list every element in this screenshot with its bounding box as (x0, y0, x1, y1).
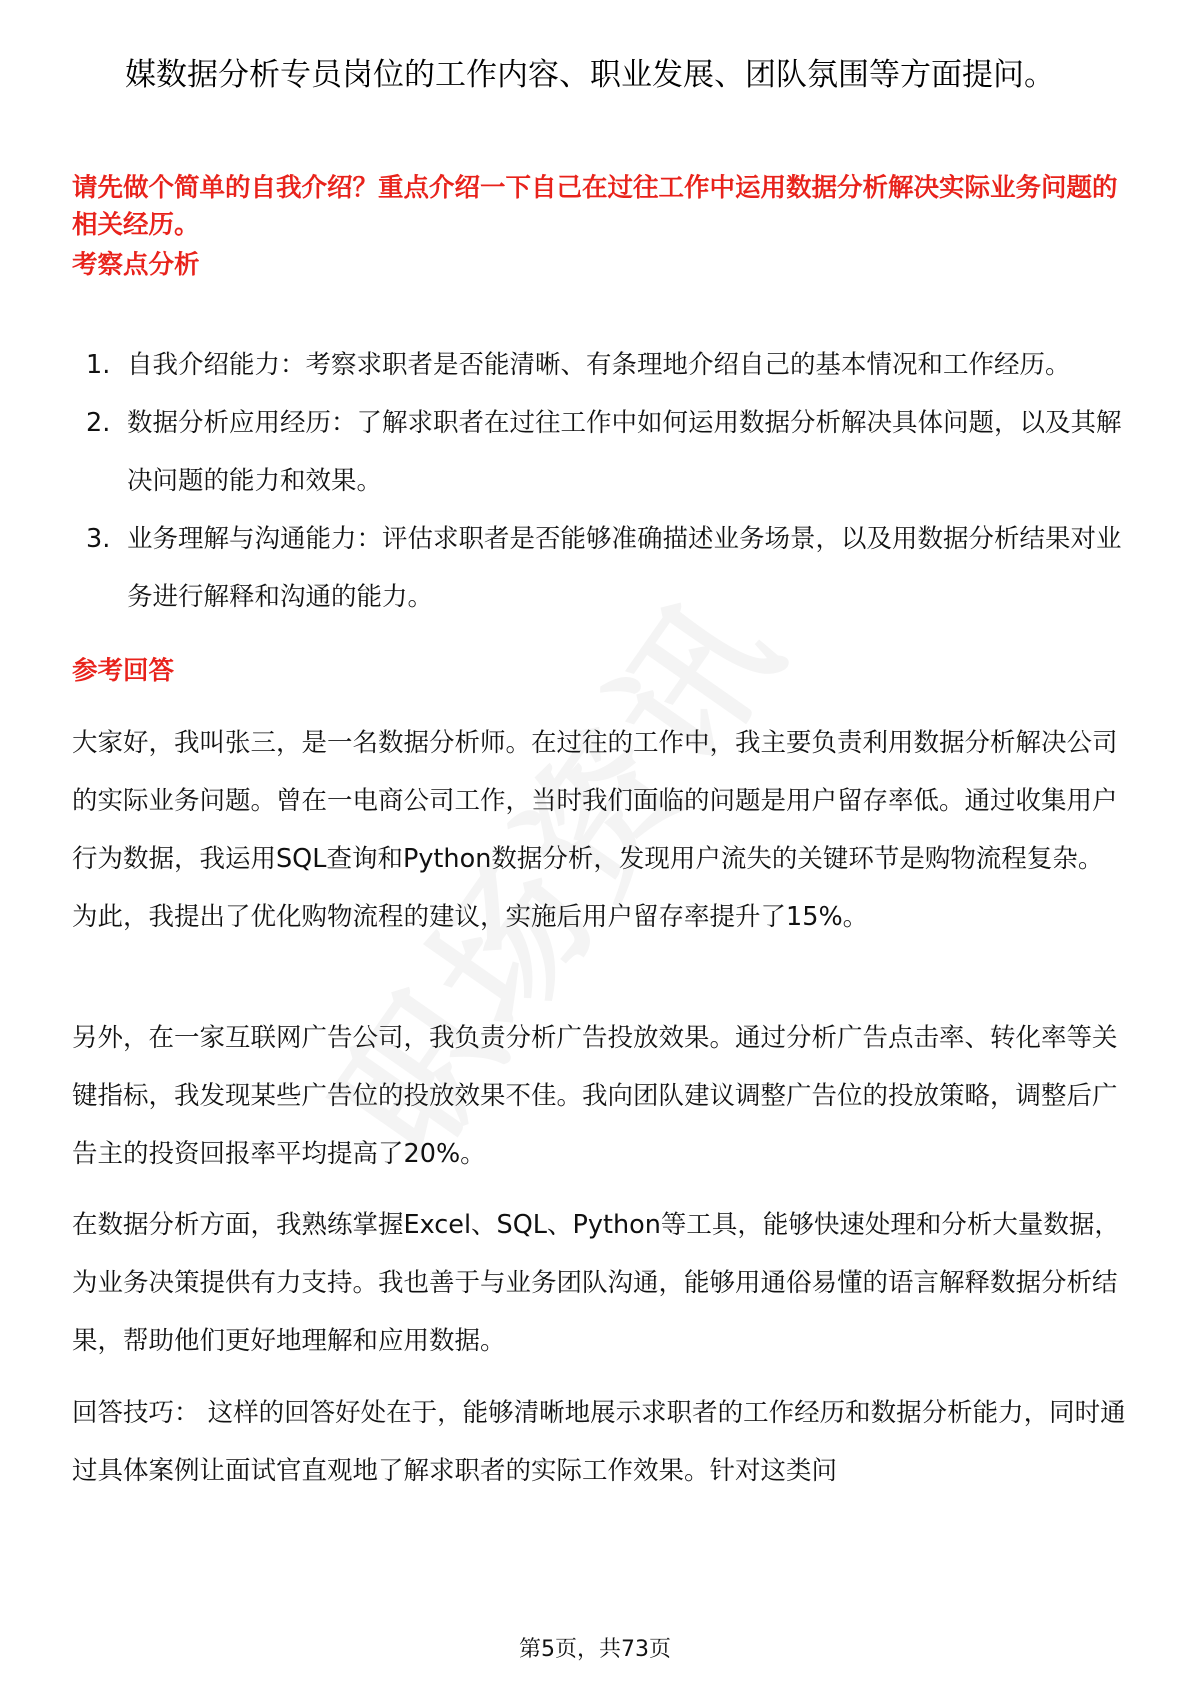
intro-text: 媒数据分析专员岗位的工作内容、职业发展、团队氛围等方面提问。 (125, 57, 1055, 93)
answer-paragraph: 大家好，我叫张三，是一名数据分析师。在过往的工作中，我主要负责利用数据分析解决公司的实际业务问题。曾在一电商公司工作，当时我们面临的问题是用户留存率低。通过收集用户行为数据，我运用SQL查询和Python数据分析，发现用户流失的关键环节是购物流程复杂。为此，我提出了优化购物流程的建议，实施后用户留存率提升了15%。 (72, 728, 1118, 932)
list-item-text: 数据分析应用经历：了解求职者在过往工作中如何运用数据分析解决具体问题，以及其解决问题的能力和效果。 (127, 408, 1122, 496)
list-item (72, 336, 1132, 394)
list-item (72, 510, 1132, 626)
list-item-number: 3. (86, 524, 111, 554)
list-item-text: 业务理解与沟通能力：评估求职者是否能够准确描述业务场景，以及用数据分析结果对业务进行解释和沟通的能力。 (127, 524, 1122, 612)
page-number-footer: 第5页，共73页 (519, 1637, 671, 1662)
list-item-text: 自我介绍能力：考察求职者是否能清晰、有条理地介绍自己的基本情况和工作经历。 (127, 350, 1071, 380)
analysis-list (72, 336, 1132, 626)
analysis-heading: 考察点分析 (72, 250, 200, 280)
reference-heading: 参考回答 (72, 656, 175, 686)
list-item-number: 1. (86, 350, 111, 380)
answer-tip-paragraph: 回答技巧： 这样的回答好处在于，能够清晰地展示求职者的工作经历和数据分析能力，同时通过具体案例让面试官直观地了解求职者的实际工作效果。针对这类问 (72, 1398, 1126, 1486)
answer-paragraph: 在数据分析方面，我熟练掌握Excel、SQL、Python等工具，能够快速处理和分析大量数据，为业务决策提供有力支持。我也善于与业务团队沟通，能够用通俗易懂的语言解释数据分析结果，帮助他们更好地理解和应用数据。 (72, 1210, 1120, 1356)
interview-question: 请先做个简单的自我介绍？重点介绍一下自己在过往工作中运用数据分析解决实际业务问题的相关经历。 (72, 173, 1118, 240)
list-item (72, 394, 1132, 510)
list-item-number: 2. (86, 408, 111, 438)
answer-paragraph: 另外，在一家互联网广告公司，我负责分析广告投放效果。通过分析广告点击率、转化率等关键指标，我发现某些广告位的投放效果不佳。我向团队建议调整广告位的投放策略，调整后广告主的投资回报率平均提高了20%。 (72, 1023, 1118, 1169)
